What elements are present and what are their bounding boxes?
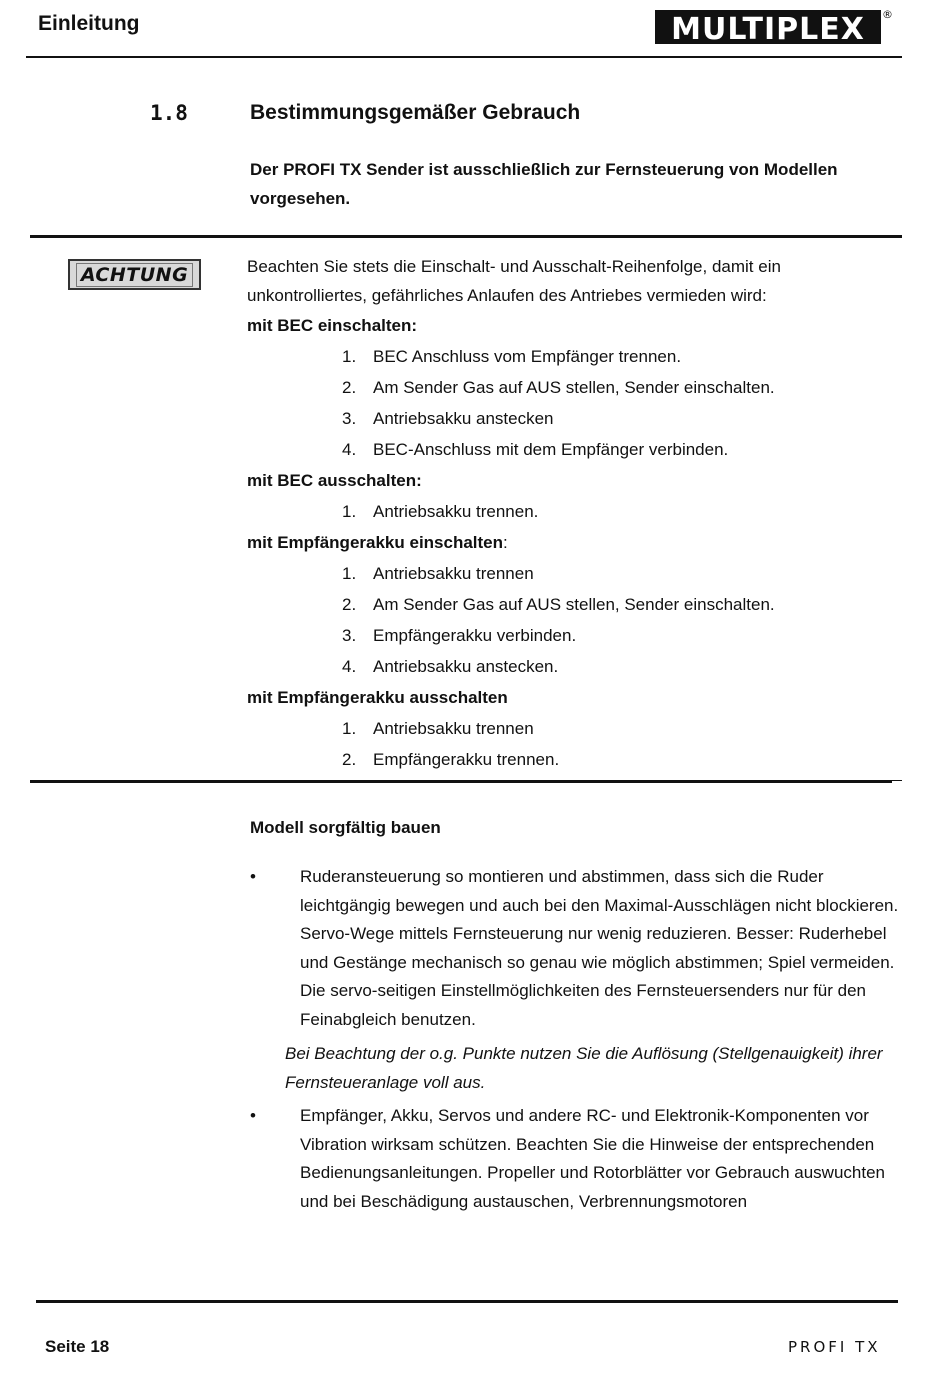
list-item: 2. Empfängerakku trennen. [342,750,560,769]
group-heading: mit Empfängerakku einschalten: [247,533,508,552]
bullet-icon: • [250,1106,256,1125]
warning-badge [68,259,201,290]
multiplex-logo [653,6,893,51]
italic-note: Bei Beachtung der o.g. Punkte nutzen Sie die Auflösung (Stellgenauigkeit) ihrer Fernsteueranlage voll aus. [285,1044,883,1092]
bullet-text: Ruderansteuerung so montieren und abstimmen, dass sich die Ruder leichtgängig bewegen und auch bei den Maximal-Ausschlägen nicht blockieren. Servo-Wege mittels Fernsteuerung nur wenig reduzieren. Besser: Ruderhebel und Gestänge mechanisch so genau wie möglich abstimmen; Spiel vermeiden. Die servo-seitigen Einstellmöglichkeiten des Fernsteuersenders nur für den Feinabgleich benutzen. [300,867,899,1029]
bullet-list [250,863,900,1216]
list-item: 1. Antriebsakku trennen. [342,502,539,521]
list-item: 2. Am Sender Gas auf AUS stellen, Sender einschalten. [342,595,775,614]
group-heading: mit BEC ausschalten: [247,471,422,490]
step-list [247,496,887,527]
subsection-title: Modell sorgfältig bauen [250,818,441,837]
bullet-item [250,863,900,1034]
bullet-item [250,1102,900,1216]
group-heading: mit Empfängerakku ausschalten [247,688,508,707]
list-item: 3. Antriebsakku anstecken [342,409,554,428]
bullet-icon: • [250,867,256,886]
list-item: 1. Antriebsakku trennen [342,564,534,583]
registered-mark: ® [882,8,893,21]
warning-bottom-rule [30,780,892,783]
warning-top-rule [30,235,902,238]
page-number: Seite 18 [45,1337,110,1356]
footer-rule [36,1300,898,1303]
multiplex-logo-graphic [653,6,893,46]
product-name: PROFI TX [788,1338,881,1356]
list-item: 1. Antriebsakku trennen [342,719,534,738]
section-intro: Der PROFI TX Sender ist ausschließlich zur Fernsteuerung von Modellen vorgesehen. [250,160,838,208]
section-title: Bestimmungsgemäßer Gebrauch [250,101,581,124]
warning-content [247,253,887,775]
list-item: 4. Antriebsakku anstecken. [342,657,559,676]
header-rule [26,56,902,58]
list-item: 4. BEC-Anschluss mit dem Empfänger verbinden. [342,440,729,459]
step-list [247,713,887,775]
warning-bottom-rule-tail [892,780,902,781]
list-item: 2. Am Sender Gas auf AUS stellen, Sender einschalten. [342,378,775,397]
section-number: 1.8 [150,101,188,125]
warning-badge-label: ACHTUNG [76,263,193,287]
logo-wordmark: MULTIPLEX [671,12,865,46]
list-item: 3. Empfängerakku verbinden. [342,626,577,645]
list-item: 1. BEC Anschluss vom Empfänger trennen. [342,347,682,366]
warning-text: Beachten Sie stets die Einschalt- und Ausschalt-Reihenfolge, damit ein unkontrolliertes, gefährliches Anlaufen des Antriebes vermieden wird: [247,257,781,305]
step-list [247,341,887,465]
header-section-title: Einleitung [38,12,140,35]
group-heading: mit BEC einschalten: [247,316,418,335]
bullet-text: Empfänger, Akku, Servos und andere RC- und Elektronik-Komponenten vor Vibration wirksam schützen. Beachten Sie die Hinweise der entsprechenden Bedienungsanleitungen. Propeller und Rotorblätter vor Gebrauch auswuchten und bei Beschädigung austauschen, Verbrennungsmotoren [300,1106,885,1211]
step-list [247,558,887,682]
